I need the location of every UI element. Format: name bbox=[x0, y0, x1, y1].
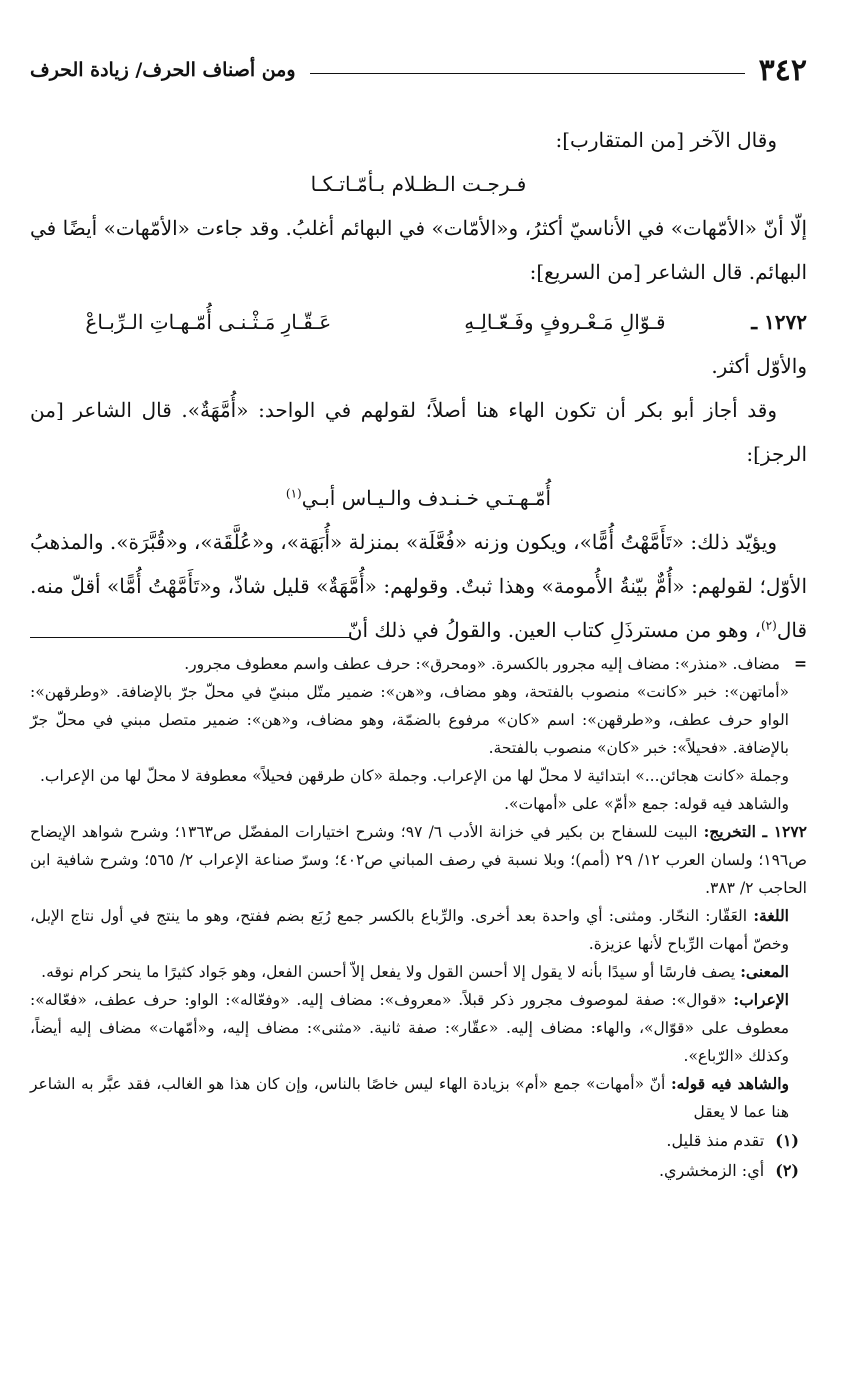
irab-text: «قوال»: صفة لموصوف مجرور ذكر قبلاً. «معروف»: مضاف إليه. «وفعّاله»: الواو: حرف عطف، «فعّاله»: معطوف على «قوّال»، والهاء: مضاف إليه. «عقّار»: صفة ثانية. «مثنى»: مضاف إليه، و«أمّهات» مضاف إليه أيضاً، وكذلك «الرّباع». bbox=[30, 991, 789, 1065]
maana-label: المعنى: bbox=[740, 962, 789, 981]
intro-line: وقال الآخر [من المتقارب]: bbox=[555, 128, 777, 152]
footnote-2-text: أي: الزمخشري. bbox=[658, 1161, 765, 1180]
verse-number: ١٢٧٢ ـ bbox=[751, 310, 807, 334]
footnote-ref-2[interactable]: (٢) bbox=[760, 618, 777, 633]
book-page bbox=[30, 0, 807, 1373]
maana-text: يصف فارسًا أو سيدًا بأنه لا يقول إلا أحسن القول ولا يفعل إلاّ أحسن الفعل، وهو جَواد كثيرًا ما ينحر كرام نوقه. bbox=[41, 963, 736, 981]
verse-mutaqarib: فـرجـت الـظـلام بـأمّـاتـكـا bbox=[310, 172, 527, 196]
main-text bbox=[30, 118, 807, 652]
shahid-text: أنّ «أمهات» جمع «أم» بزيادة الهاء ليس خاصًا بالناس، وإن كان هذا هو الغالب، فقد عبَّر به الشاعر هنا عما لا يعقل bbox=[30, 1075, 789, 1121]
footnote-irab-prev: «أماتهن»: خبر «كانت» منصوب بالفتحة، وهو مضاف، و«هن»: ضمير متّل مبنيّ في محلّ جرّ بالإضافة. «وطرقهن»: الواو حرف عطف، و«طرقهن»: اسم «كان» مرفوع بالضمّة، وهو مضاف، و«هن»: ضمير متصل مبني في محلّ جرّ بالإضافة. «فحيلاً»: خبر «كان» منصوب بالفتحة. bbox=[30, 683, 789, 757]
irab-label: الإعراب: bbox=[733, 990, 789, 1009]
footnote-jumla: وجملة «كانت هجائن...» ابتدائية لا محلّ لها من الإعراب. وجملة «كان طرقهن فحيلاً» معطوفة لا محلّ لها من الإعراب. bbox=[39, 767, 789, 785]
footnote-irab bbox=[30, 986, 807, 1070]
paragraph-support-end: ، وهو من مسترذَلِ كتاب العين. والقولُ في ذلك أنّ bbox=[347, 618, 761, 642]
shahid-label: والشاهد فيه قوله: bbox=[670, 1074, 790, 1093]
verse-rajaz-text: أُمّـهـتـي خـنـدف والـيـاس أبـي bbox=[301, 486, 552, 510]
header-rule bbox=[310, 73, 745, 74]
paragraph-support bbox=[30, 520, 807, 652]
takhrij-text: البيت للسفاح بن بكير في خزانة الأدب ٦/ ٩٧؛ وشرح اختيارات المفضّل ص١٣٦٣؛ وشرح شواهد الإيضاح ص١٩٦؛ ولسان العرب ١٢/ ٢٩ (أمم)؛ وبلا نسبة في رصف المباني ص٤٠٢؛ وسرّ صناعة الإعراب ٢/ ٥٦٥؛ وشرح شافية ابن الحاجب ٢/ ٣٨٣. bbox=[30, 823, 808, 897]
footnote-takhrij bbox=[30, 818, 807, 902]
paragraph-ummahat: إلّا أنّ «الأمّهات» في الأناسيّ أكثرُ، و«الأمّات» في البهائم أغلبُ. وقد جاءت «الأمّهات» أيضًا في البهائم. قال الشاعر [من السريع]: bbox=[30, 216, 807, 284]
footnote-maana bbox=[30, 958, 807, 986]
verse-first-hemistich: قـوّالِ مَـعْـروفٍ وفَـعّـالِـهِ bbox=[464, 310, 666, 334]
lugha-label: اللغة: bbox=[753, 906, 789, 925]
running-header bbox=[30, 50, 807, 90]
lugha-text: العَقّار: النحّار. ومثنى: أي واحدة بعد أخرى. والرِّباع بالكسر جمع رُبَع بضم ففتح، وهو ما ينتج في أول نتاج الإبل، وخصّ أمهات الرِّباح لأنها عزيزة. bbox=[30, 907, 789, 953]
footnote-2 bbox=[30, 1156, 807, 1186]
footnote-continued-line bbox=[30, 650, 807, 678]
paragraph-abu-bakr: وقد أجاز أبو بكر أن تكون الهاء هنا أصلاً؛ لقولهم في الواحد: «أُمَّهَةٌ». قال الشاعر [من الرجز]: bbox=[30, 398, 807, 466]
footnotes bbox=[30, 650, 807, 1186]
continuation-mark: = bbox=[794, 654, 807, 673]
verse-rajaz bbox=[30, 476, 807, 520]
paragraph-first-more: والأوّل أكثر. bbox=[711, 354, 807, 378]
footnote-1-number: (١) bbox=[775, 1131, 799, 1150]
page-number: ٣٤٢ bbox=[758, 52, 807, 88]
footnote-shahid bbox=[30, 1070, 807, 1126]
footnote-ref-1[interactable]: (١) bbox=[285, 486, 302, 501]
footnote-2-number: (٢) bbox=[775, 1161, 799, 1180]
footnote-1-text: تقدم منذ قليل. bbox=[666, 1131, 765, 1150]
takhrij-label: ١٢٧٢ ـ التخريج: bbox=[703, 822, 808, 841]
paragraph-support-text: ويؤيّد ذلك: «تَأَمَّهْتُ أُمًّا»، ويكون وزنه «فُعَّلَة» بمنزلة «أُبَهَة»، و«عُلَّقَة»، و«قُبَّرَة». والمذهبُ الأوّل؛ لقولهم: «أُمٌّ بيّنةُ الأُمومة» وهذا ثبتٌ. وقولهم: «أُمَّهَةٌ» قليل شاذّ، و«تَأَمَّهْتُ أُمًّا» أقلّ منه. قال bbox=[30, 530, 807, 642]
verse-1272 bbox=[30, 300, 807, 344]
footnote-separator bbox=[30, 637, 350, 638]
footnote-1 bbox=[30, 1126, 807, 1156]
running-title: ومن أصناف الحرف/ زيادة الحرف bbox=[30, 59, 296, 81]
footnote-shahid-prev: والشاهد فيه قوله: جمع «أمّ» على «أمهات». bbox=[504, 795, 789, 813]
verse-second-hemistich: عَـقّـارِ مَـثْـنـى أُمّـهـاتِ الـرِّبـاعْ bbox=[85, 310, 332, 334]
footnote-continued-text: مضاف. «منذر»: مضاف إليه مجرور بالكسرة. «ومحرق»: حرف عطف واسم معطوف مجرور. bbox=[184, 655, 780, 673]
footnote-lugha bbox=[30, 902, 807, 958]
